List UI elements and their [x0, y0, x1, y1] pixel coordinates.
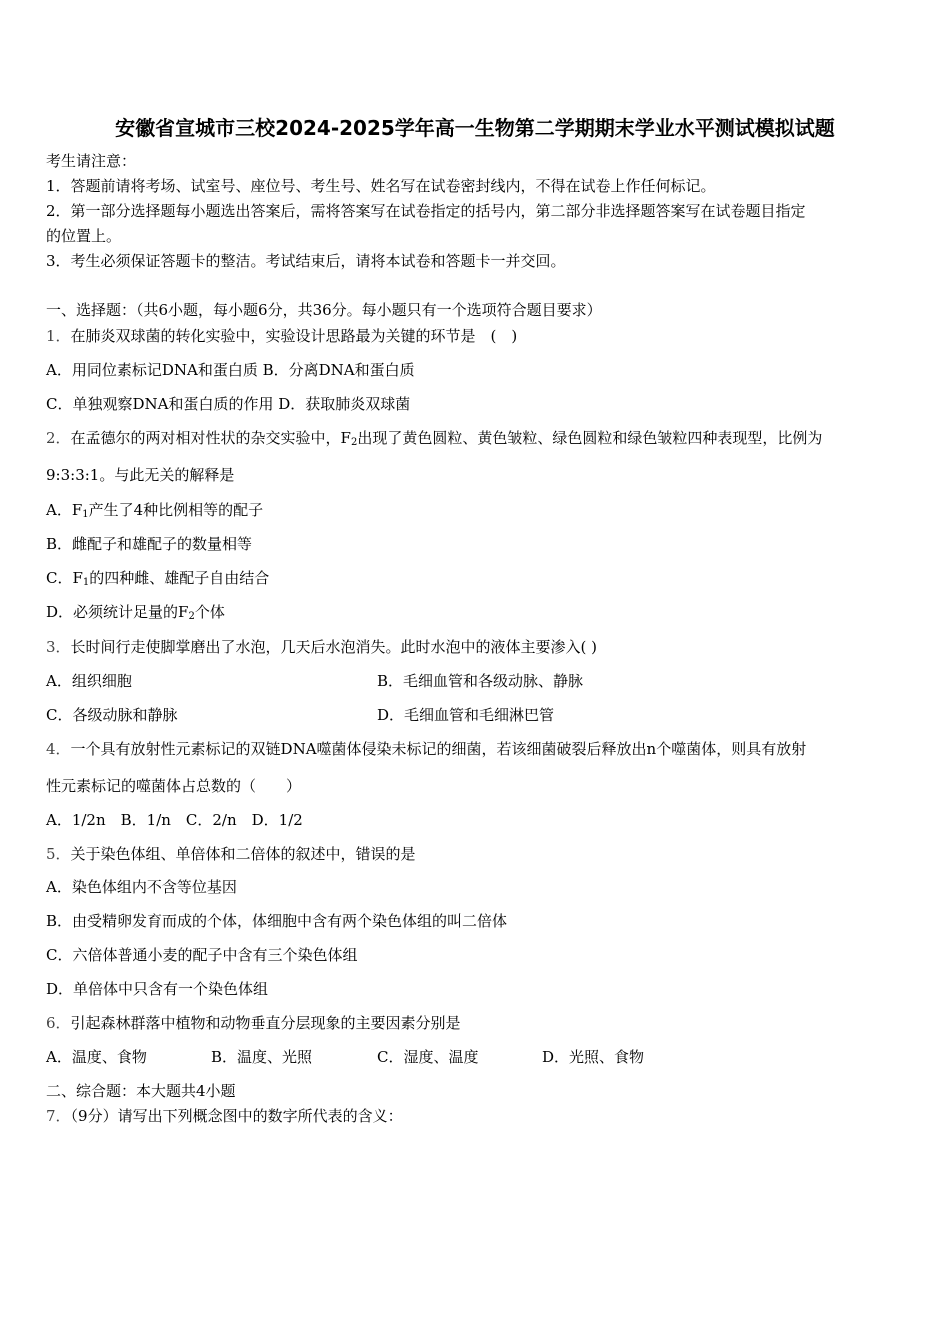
question-stem: 在孟德尔的两对相对性状的杂交实验中，F: [70, 429, 351, 447]
q3-option-d: D．毛细血管和毛细淋巴管: [377, 706, 555, 724]
question-number: 7．: [46, 1107, 71, 1125]
question-stem: （9分）请写出下列概念图中的数字所代表的含义：: [70, 1107, 403, 1125]
question-3: [46, 637, 597, 657]
q3-option-a: A．组织细胞: [46, 672, 132, 690]
question-number: 2．: [46, 429, 71, 447]
question-4-cont: 性元素标记的噬菌体占总数的（ ）: [46, 777, 302, 795]
question-stem: 长时间行走使脚掌磨出了水泡，几天后水泡消失。此时水泡中的液体主要渗入( ): [70, 638, 598, 656]
q6-option-a: A．温度、食物: [46, 1048, 147, 1066]
q1-options-cd: C．单独观察DNA和蛋白质的作用 D．获取肺炎双球菌: [46, 395, 411, 413]
q2-option-d: [46, 602, 225, 627]
option-text: 个体: [194, 603, 225, 621]
subscript: 1: [82, 509, 89, 520]
page-title: 安徽省宣城市三校2024-2025学年高一生物第二学期期末学业水平测试模拟试题: [115, 116, 835, 140]
notice-item: 3．考生必须保证答题卡的整洁。考试结束后，请将本试卷和答题卡一并交回。: [46, 252, 566, 270]
question-5: [46, 844, 416, 864]
q5-option-d: D．单倍体中只含有一个染色体组: [46, 980, 269, 998]
question-stem: 一个具有放射性元素标记的双链DNA噬菌体侵染未标记的细菌，若该细菌破裂后释放出n个噬菌体，则具有放射: [70, 740, 807, 758]
question-number: 6．: [46, 1014, 71, 1032]
option-text: D．必须统计足量的F: [46, 603, 189, 621]
question-2-cont: 9:3:3:1。与此无关的解释是: [46, 466, 235, 484]
option-text: 的四种雌、雄配子自由结合: [89, 569, 270, 587]
question-7: [46, 1106, 403, 1126]
question-4: [46, 739, 806, 759]
q6-option-b: B．温度、光照: [211, 1048, 313, 1066]
section-2-heading: 二、综合题：本大题共4小题: [46, 1082, 236, 1100]
option-text: C．F: [46, 569, 83, 587]
question-stem-cont: 出现了黄色圆粒、黄色皱粒、绿色圆粒和绿色皱粒四种表现型，比例为: [357, 429, 823, 447]
question-number: 3．: [46, 638, 71, 656]
q5-option-a: A．染色体组内不含等位基因: [46, 878, 237, 896]
section-1-heading: 一、选择题：（共6小题，每小题6分，共36分。每小题只有一个选项符合题目要求）: [46, 301, 602, 319]
q5-option-c: C．六倍体普通小麦的配子中含有三个染色体组: [46, 946, 358, 964]
q1-options-ab: A．用同位素标记DNA和蛋白质 B．分离DNA和蛋白质: [46, 361, 415, 379]
notice-item: 1．答题前请将考场、试室号、座位号、考生号、姓名写在试卷密封线内，不得在试卷上作任何标记。: [46, 177, 716, 195]
subscript: 1: [82, 577, 90, 588]
subscript: 2: [350, 437, 358, 448]
question-stem: 在肺炎双球菌的转化实验中，实验设计思路最为关键的环节是 ( ): [70, 327, 518, 345]
question-number: 5．: [46, 845, 71, 863]
notice-item: 2．第一部分选择题每小题选出答案后，需将答案写在试卷指定的括号内，第二部分非选择题答案写在试卷题目指定: [46, 202, 806, 220]
notice-item: 的位置上。: [46, 227, 122, 245]
question-stem: 引起森林群落中植物和动物垂直分层现象的主要因素分别是: [70, 1014, 461, 1032]
q6-option-c: C．湿度、温度: [377, 1048, 479, 1066]
q2-option-b: B．雌配子和雄配子的数量相等: [46, 535, 253, 553]
q3-option-c: C．各级动脉和静脉: [46, 706, 178, 724]
notice-header: 考生请注意：: [46, 152, 137, 170]
q3-option-b: B．毛细血管和各级动脉、静脉: [377, 672, 584, 690]
q4-options: A．1/2n B．1/n C．2/n D．1/2: [46, 811, 303, 829]
option-text: 产生了4种比例相等的配子: [88, 501, 264, 519]
q6-option-d: D．光照、食物: [542, 1048, 645, 1066]
question-stem: 关于染色体组、单倍体和二倍体的叙述中，错误的是: [70, 845, 416, 863]
q2-option-c: [46, 568, 269, 593]
question-number: 1．: [46, 327, 71, 345]
question-6: [46, 1013, 461, 1033]
q2-option-a: [46, 500, 263, 525]
option-text: A．F: [46, 501, 83, 519]
q5-option-b: B．由受精卵发育而成的个体，体细胞中含有两个染色体组的叫二倍体: [46, 912, 508, 930]
question-number: 4．: [46, 740, 71, 758]
question-1: [46, 326, 517, 346]
subscript: 2: [188, 611, 195, 622]
question-2: [46, 428, 822, 453]
